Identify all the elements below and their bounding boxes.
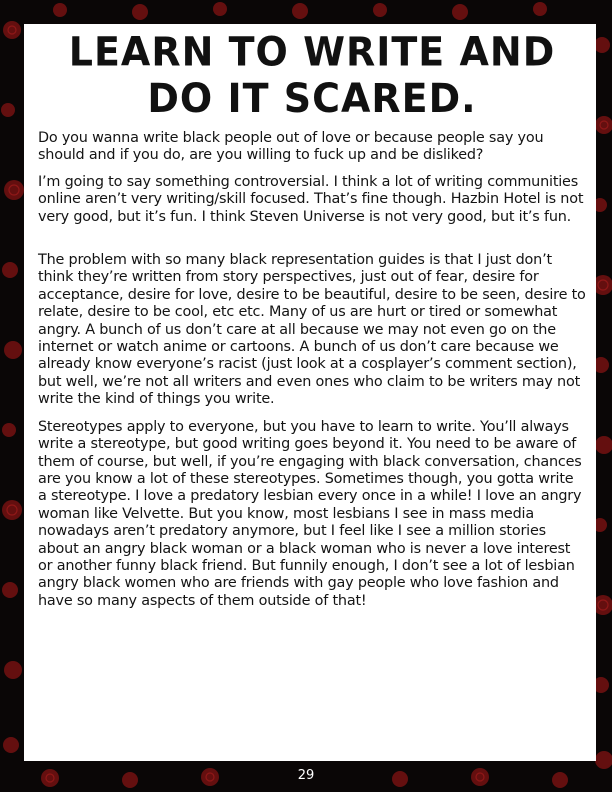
- paragraph-2: I’m going to say something controversial. I think a lot of writing communities online aren’t very writing/skill focused. That’s fine though. Hazbin Hotel is not very good, but it’s fun. I think Steven Universe is not very good, but it’s fun.: [38, 173, 584, 225]
- paragraph-1: Do you wanna write black people out of love or because people say you should and if you do, are you willing to fuck up and be disliked?: [38, 130, 544, 164]
- page-title: LEARN TO WRITE AND DO IT SCARED.: [68, 28, 556, 122]
- page-number: 29: [297, 768, 315, 783]
- paragraph-4: Stereotypes apply to everyone, but you have to learn to write. You’ll always write a stereotype, but good writing goes beyond it. You need to be aware of them of course, but well, if you’re engaging with black conversation, chances are you know a lot of these stereotypes. Sometimes though, you gotta write a stereotype. I love a predatory lesbian every once in a while! I love an angry woman like Velvette. But you know, most lesbians I see in mass media nowadays aren’t predatory anymore, but I feel like I see a million stories about an angry black woman or a black woman who is never a love interest or another funny black friend. But funnily enough, I don’t see a lot of lesbian angry black women who are friends with gay people who love fashion and have so many aspects of them outside of that!: [38, 418, 582, 609]
- page-content: [24, 24, 596, 761]
- paragraph-3: The problem with so many black representation guides is that I just don’t think they’re written from story perspectives, just out of fear, desire for acceptance, desire for love, desire to be beautiful, desire to be seen, desire to relate, desire to be cool, etc etc. Many of us are hurt or tired or somewhat angry. A bunch of us don’t care at all because we may not even go on the internet or watch anime or cartoons. A bunch of us don’t care because we already know everyone’s racist (just look at a cosplayer’s comment section), but well, we’re not all writers and even ones who claim to be writers may not write the kind of things you write.: [38, 252, 586, 408]
